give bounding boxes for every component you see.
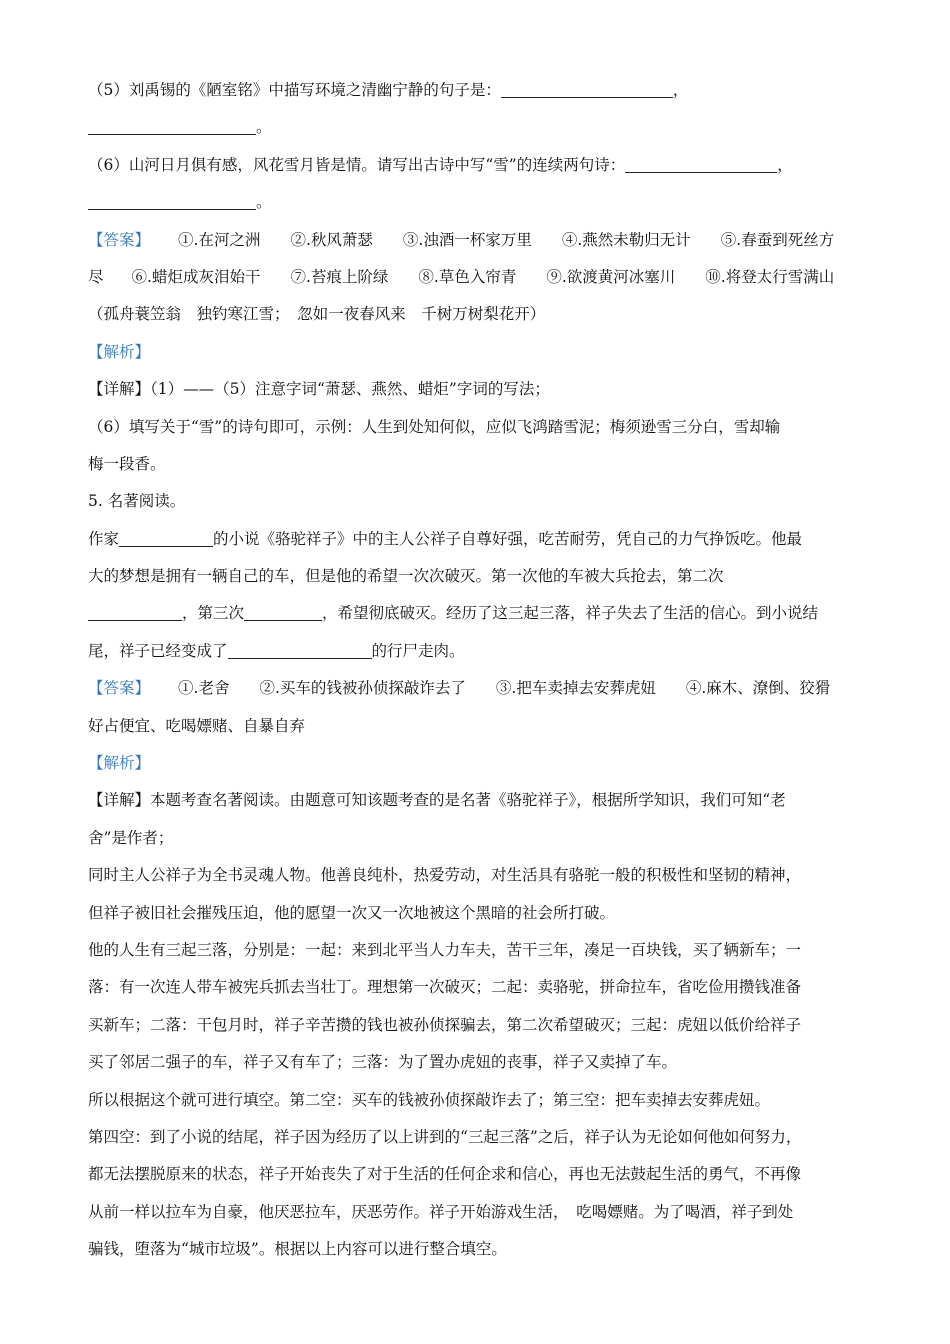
q4-answer-line-3 <box>88 296 868 333</box>
detail-text: 本题考查名著阅读。由题意可知该题考查的是名著《骆驼祥子》，根据所学知识，我们可知“老 <box>150 791 786 810</box>
q5-detail-line <box>88 1156 868 1193</box>
q5-detail-line <box>88 1119 868 1156</box>
q4-item5-blank-2[interactable] <box>88 116 256 135</box>
q5-blank-3[interactable] <box>244 602 322 621</box>
q4-answer-line-2 <box>88 259 868 296</box>
comma: ， <box>777 155 793 174</box>
answer-tag: 【答案】 <box>88 679 151 698</box>
answer-item: ③.浊酒一杯家万里 <box>402 230 532 249</box>
question-title: 5. 名著阅读。 <box>88 492 186 511</box>
answer-item: ⑨.欲渡黄河冰塞川 <box>546 267 676 286</box>
q5-analysis-line <box>88 745 868 782</box>
period: 。 <box>256 118 272 137</box>
body-text: ，第三次 <box>182 604 245 623</box>
detail-text: （1）——（5）注意字词“萧瑟、燕然、蜡炬”字词的写法； <box>150 380 550 399</box>
body-text: 尾，祥子已经变成了 <box>88 641 228 660</box>
detail-tag: 【详解】 <box>88 380 151 399</box>
answer-item: （孤舟蓑笠翁 独钓寒江雪； 忽如一夜春风来 千树万树梨花开） <box>88 305 546 324</box>
q5-detail-line <box>88 857 868 894</box>
answer-item: ④.麻木、潦倒、狡猾 <box>685 679 831 698</box>
q5-detail-line <box>88 932 868 969</box>
q5-detail-line <box>88 969 868 1006</box>
q5-answer-line-1 <box>88 670 868 707</box>
q5-body-line-4 <box>88 633 868 670</box>
q4-item5-line-2 <box>88 109 868 146</box>
q4-item6-line-2 <box>88 184 868 221</box>
detail-text: 梅一段香。 <box>88 454 166 473</box>
detail-text: （6）填写关于“雪”的诗句即可，示例：人生到处知何似，应似飞鸿踏雪泥；梅须逊雪三分白，雪却输 <box>88 417 781 436</box>
q5-detail-line-1 <box>88 782 868 819</box>
q4-detail-line-1 <box>88 371 868 408</box>
answer-item: ⑦.苔痕上阶绿 <box>290 267 389 286</box>
q5-detail-line <box>88 1231 868 1268</box>
body-text: 的小说《骆驼祥子》中的主人公祥子自尊好强，吃苦耐劳，凭自己的力气挣饭吃。他最 <box>213 529 803 548</box>
q4-item6-text: （6）山河日月俱有感，风花雪月皆是情。请写出古诗中写“雪”的连续两句诗： <box>88 155 626 174</box>
q4-item5-line <box>88 72 868 109</box>
answer-item: ②.买车的钱被孙侦探敲诈去了 <box>259 679 466 698</box>
q5-detail-line <box>88 820 868 857</box>
answer-item: ⑩.将登太行雪满山 <box>705 267 835 286</box>
q4-item6-blank-2[interactable] <box>88 191 256 210</box>
q4-item6-blank-1[interactable] <box>625 154 777 173</box>
q4-analysis-line <box>88 334 868 371</box>
period: 。 <box>256 193 272 212</box>
answer-item: ⑤.春蚕到死丝方 <box>720 230 835 249</box>
analysis-tag: 【解析】 <box>88 342 151 361</box>
answer-item: ①.在河之洲 <box>178 230 261 249</box>
q4-item6-line <box>88 147 868 184</box>
q5-blank-4[interactable] <box>228 640 372 659</box>
detail-tag: 【详解】 <box>88 791 151 810</box>
detail-text: 同时主人公祥子为全书灵魂人物。他善良纯朴，热爱劳动，对生活具有骆驼一般的积极性和坚韧的精神， <box>88 866 802 885</box>
comma: ， <box>672 81 689 99</box>
answer-tag: 【答案】 <box>88 230 151 249</box>
detail-text: 骗钱，堕落为“城市垃圾”。根据以上内容可以进行整合填空。 <box>88 1240 507 1259</box>
q5-blank-1[interactable] <box>119 528 213 547</box>
answer-item: ①.老舍 <box>178 679 230 698</box>
q5-body-line-2 <box>88 558 868 595</box>
answer-item: ⑧.草色入帘青 <box>418 267 517 286</box>
detail-text: 买新车；二落：干包月时，祥子辛苦攒的钱也被孙侦探骗去，第二次希望破灭；三起：虎妞以低价给祥子 <box>88 1015 802 1034</box>
analysis-tag: 【解析】 <box>88 754 151 773</box>
q4-item5-text: （5）刘禹锡的《陋室铭》中描写环境之清幽宁静的句子是： <box>88 81 501 99</box>
q5-detail-line <box>88 895 868 932</box>
q5-body-line-3 <box>88 595 868 632</box>
q5-blank-2[interactable] <box>88 602 182 621</box>
q4-item5-blank-1[interactable] <box>501 79 673 98</box>
detail-text: 但祥子被旧社会摧残压迫，他的愿望一次又一次地被这个黑暗的社会所打破。 <box>88 903 616 922</box>
q4-answer-line-1 <box>88 222 868 259</box>
q5-detail-line <box>88 1044 868 1081</box>
detail-text: 落：有一次连人带车被宪兵抓去当壮丁。理想第一次破灭；二起：卖骆驼，拼命拉车，省吃俭用攒钱准备 <box>88 978 802 997</box>
detail-text: 他的人生有三起三落，分别是：一起：来到北平当人力车夫，苦干三年，凑足一百块钱，买了辆新车；一 <box>88 940 802 959</box>
q4-detail-line-3 <box>88 446 868 483</box>
q5-detail-line <box>88 1007 868 1044</box>
answer-item: 尽 <box>88 267 104 286</box>
answer-item: ③.把车卖掉去安葬虎妞 <box>495 679 656 698</box>
detail-text: 都无法摆脱原来的状态，祥子开始丧失了对于生活的任何企求和信心，再也无法鼓起生活的勇气，不再像 <box>88 1165 802 1184</box>
body-text: 大的梦想是拥有一辆自己的车，但是他的希望一次次破灭。第一次他的车被大兵抢去，第二次 <box>88 567 724 586</box>
detail-text: 买了邻居二强子的车，祥子又有车了；三落：为了置办虎妞的丧事，祥子又卖掉了车。 <box>88 1053 678 1072</box>
answer-item: 好占便宜、吃喝嫖赌、自暴自弃 <box>88 716 306 735</box>
answer-item: ④.燕然未勒归无计 <box>561 230 691 249</box>
answer-item: ②.秋风萧瑟 <box>290 230 373 249</box>
q5-answer-line-2 <box>88 708 868 745</box>
q5-detail-line <box>88 1194 868 1231</box>
q4-detail-line-2 <box>88 409 868 446</box>
body-text: 的行尸走肉。 <box>371 641 465 660</box>
detail-text: 从前一样以拉车为自豪，他厌恶拉车，厌恶劳作。祥子开始游戏生活， 吃喝嫖赌。为了喝酒，祥子到处 <box>88 1202 794 1221</box>
q5-detail-line <box>88 1082 868 1119</box>
detail-text: 所以根据这个就可进行填空。第二空：买车的钱被孙侦探敲诈去了；第三空：把车卖掉去安葬虎妞。 <box>88 1090 771 1109</box>
document-page <box>88 72 868 1269</box>
q5-title <box>88 483 868 520</box>
body-text: 作家 <box>88 529 120 548</box>
answer-item: ⑥.蜡炬成灰泪始干 <box>131 267 261 286</box>
q5-body-line-1 <box>88 521 868 558</box>
detail-text: 第四空：到了小说的结尾，祥子因为经历了以上讲到的“三起三落”之后，祥子认为无论如何他如何努力， <box>88 1127 802 1146</box>
detail-text: 舍”是作者； <box>88 828 174 847</box>
body-text: ，希望彻底破灭。经历了这三起三落，祥子失去了生活的信心。到小说结 <box>322 604 819 623</box>
